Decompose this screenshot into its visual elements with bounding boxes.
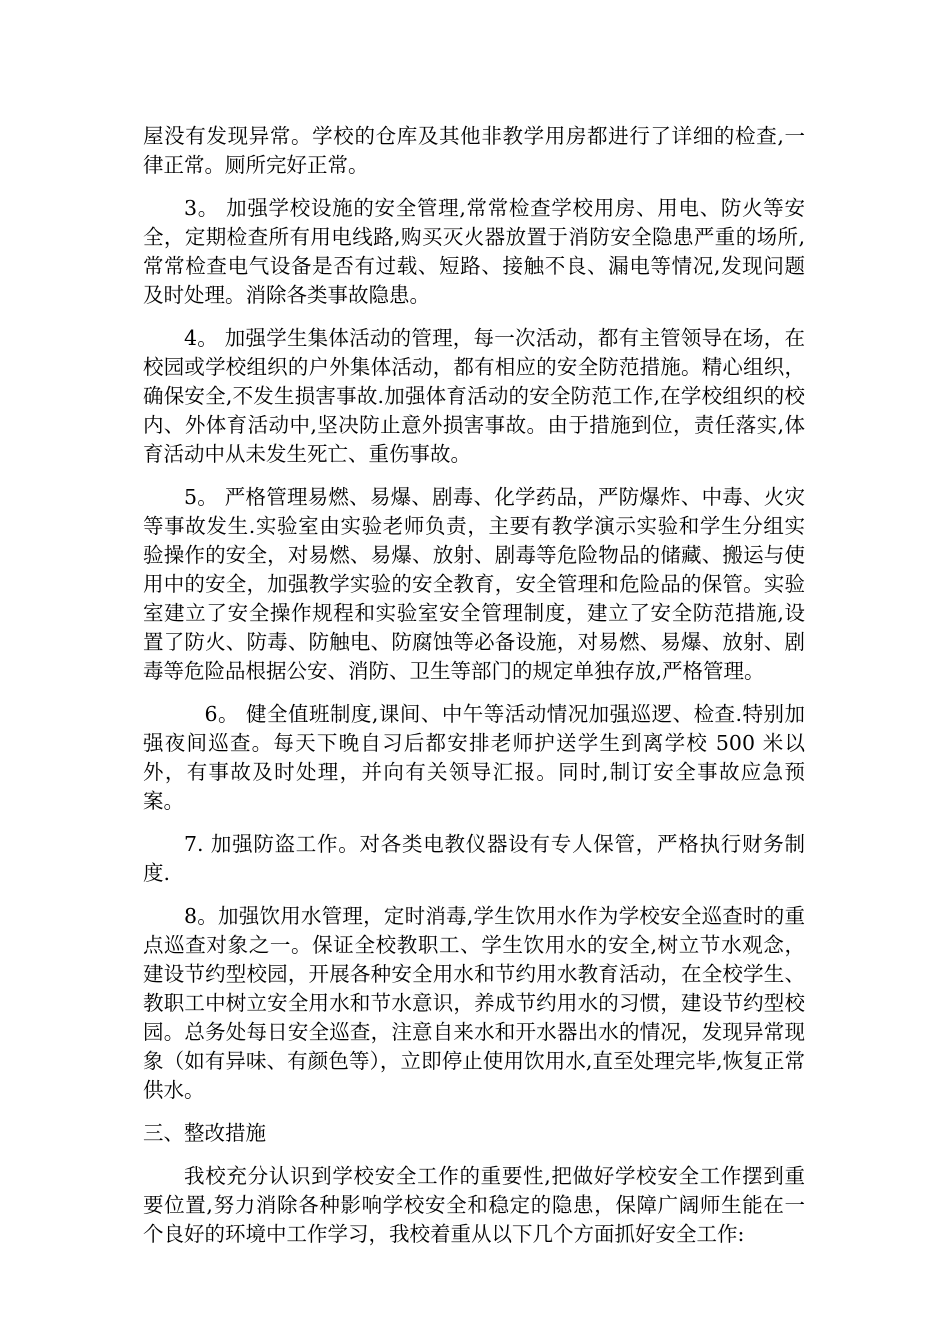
closing-paragraph: 我校充分认识到学校安全工作的重要性,把做好学校安全工作摆到重要位置,努力消除各种影响学校安全和稳定的隐患，保障广阔师生能在一个良好的环境中工作学习，我校着重从以下几个方面抓好安全工作:: [143, 1164, 805, 1246]
paragraph-item-7: 7. 加强防盗工作。对各类电教仪器设有专人保管，严格执行财务制度.: [143, 832, 805, 885]
paragraph-item-4: 4。 加强学生集体活动的管理，每一次活动，都有主管领导在场，在校园或学校组织的户外集体活动，都有相应的安全防范措施。精心组织，确保安全,不发生损害事故.加强体育活动的安全防范工作,在学校组织的校内、外体育活动中,坚决防止意外损害事故。由于措施到位，责任落实,体育活动中从未发生死亡、重伤事故。: [143, 326, 805, 466]
paragraph-item-6: 6。 健全值班制度,课间、中午等活动情况加强巡逻、检查.特别加强夜间巡查。每天下晚自习后都安排老师护送学生到离学校 500 米以外，有事故及时处理，并向有关领导汇报。同时,制订安全事故应急预案。: [143, 702, 805, 813]
paragraph-continuation: 屋没有发现异常。学校的仓库及其他非教学用房都进行了详细的检查,一律正常。厕所完好正常。: [143, 124, 805, 177]
document-page: [143, 122, 805, 1263]
section-heading: 三、整改措施: [143, 1121, 266, 1145]
paragraph-item-8: 8。加强饮用水管理，定时消毒,学生饮用水作为学校安全巡查时的重点巡查对象之一。保证全校教职工、学生饮用水的安全,树立节水观念，建设节约型校园，开展各种安全用水和节约用水教育活动，在全校学生、教职工中树立安全用水和节水意识，养成节约用水的习惯，建设节约型校园。总务处每日安全巡查，注意自来水和开水器出水的情况，发现异常现象（如有异味、有颜色等），立即停止使用饮用水,直至处理完毕,恢复正常供水。: [143, 904, 805, 1102]
paragraph-item-5: 5。 严格管理易燃、易爆、剧毒、化学药品，严防爆炸、中毒、火灾等事故发生.实验室由实验老师负责，主要有教学演示实验和学生分组实验操作的安全，对易燃、易爆、放射、剧毒等危险物品的储藏、搬运与使用中的安全，加强教学实验的安全教育，安全管理和危险品的保管。实验室建立了安全操作规程和实验室安全管理制度，建立了安全防范措施,设置了防火、防毒、防触电、防腐蚀等必备设施，对易燃、易爆、放射、剧毒等危险品根据公安、消防、卫生等部门的规定单独存放,严格管理。: [143, 485, 805, 683]
paragraph-item-3: 3。 加强学校设施的安全管理,常常检查学校用房、用电、防火等安全，定期检查所有用电线路,购买灭火器放置于消防安全隐患严重的场所,常常检查电气设备是否有过载、短路、接触不良、漏电等情况,发现问题及时处理。消除各类事故隐患。: [143, 196, 805, 307]
